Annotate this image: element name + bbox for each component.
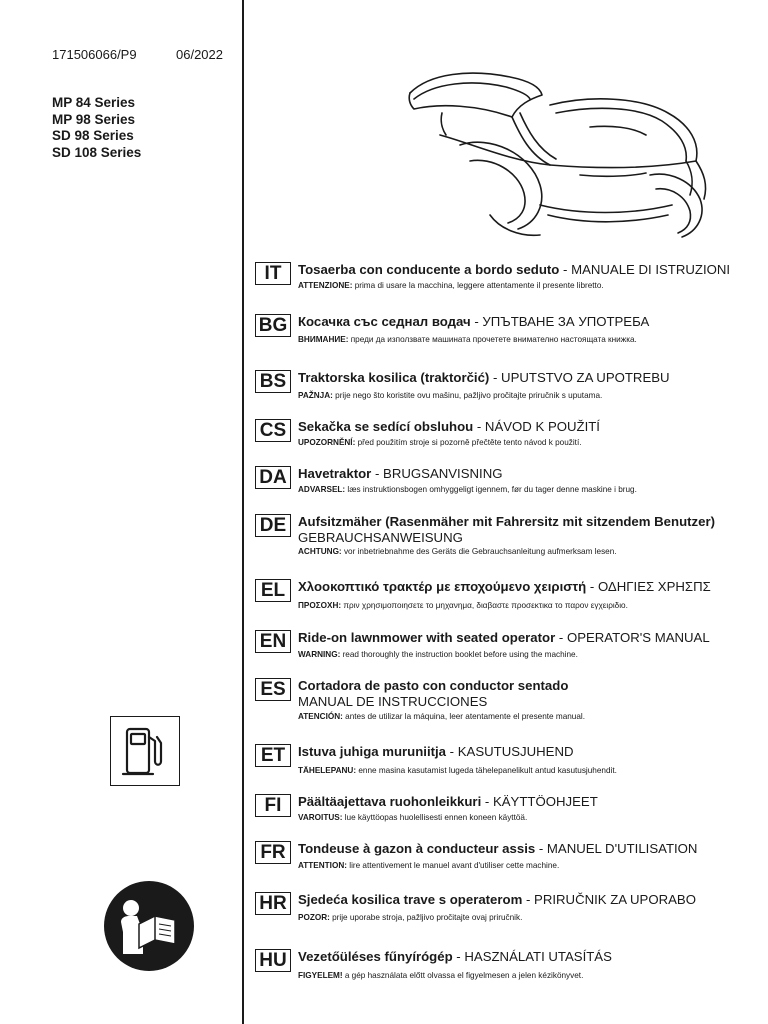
warning-text: ATENCIÓN: antes de utilizar la máquina, leer atentamente el presente manual. xyxy=(298,712,586,721)
product-name: Sjedeća kosilica trave s operaterom xyxy=(298,892,523,907)
warning-text: FIGYELEM! a gép használata előtt olvassa el figyelmesen a jelen kézikönyvet. xyxy=(298,971,584,980)
manual-title: PRIRUČNIK ZA UPORABO xyxy=(534,892,696,907)
product-name: Vezetőüléses fűnyírógép xyxy=(298,949,453,964)
lang-title: Tosaerba con conducente a bordo seduto - MANUALE DI ISTRUZIONI xyxy=(298,262,731,277)
lang-code-box: EN xyxy=(255,630,291,653)
fuel-pump-icon-box xyxy=(110,716,180,786)
product-name: Traktorska kosilica (traktorčić) xyxy=(298,370,490,385)
product-name: Χλοοκοπτικό τρακτέρ με εποχούμενο χειριστή xyxy=(298,579,587,594)
manual-title: MANUEL D'UTILISATION xyxy=(546,841,698,856)
lang-code-box: IT xyxy=(255,262,291,285)
lang-code-box: FR xyxy=(255,841,291,864)
warning-text: ΠΡΟΣΟΧΗ: πριν χρησιμοποιησετε το μηχανημα, διαβαστε προσεκτικα το παρον εγχειριδιο. xyxy=(298,601,628,610)
warning-text: POZOR: prije uporabe stroja, pažljivo pročitajte ovaj priručnik. xyxy=(298,913,523,922)
product-name: Tondeuse à gazon à conducteur assis xyxy=(298,841,536,856)
series-item: SD 98 Series xyxy=(52,128,134,143)
lang-code-box: HU xyxy=(255,949,291,972)
warning-text: VAROITUS: lue käyttöopas huolellisesti ennen koneen käyttöä. xyxy=(298,813,528,822)
warning-text: ACHTUNG: vor inbetriebnahme des Geräts die Gebrauchsanleitung aufmerksam lesen. xyxy=(298,547,617,556)
product-name: Havetraktor xyxy=(298,466,372,481)
product-name: Aufsitzmäher (Rasenmäher mit Fahrersitz mit sitzendem Benutzer) xyxy=(298,514,715,529)
document-reference xyxy=(52,47,223,62)
series-item: MP 84 Series xyxy=(52,95,136,110)
fuel-pump-icon xyxy=(111,717,178,784)
lang-title: Havetraktor - BRUGSANVISNING xyxy=(298,466,503,481)
manual-title: ΟΔΗΓΙΕΣ ΧΡΗΣΠΣ xyxy=(597,579,711,594)
lang-title: Ride-on lawnmower with seated operator - OPERATOR'S MANUAL xyxy=(298,630,710,645)
warning-text: UPOZORNĚNÍ: před použitím stroje si pozorně přečtěte tento návod k použití. xyxy=(298,438,582,447)
lang-code-box: FI xyxy=(255,794,291,817)
lang-title: Päältäajettava ruohonleikkuri - KÄYTTÖOHJEET xyxy=(298,794,598,809)
warning-text: TÄHELEPANU: enne masina kasutamist lugeda tähelepanelikult antud kasutusjuhendit. xyxy=(298,766,617,775)
lang-title: Sekačka se sedící obsluhou - NÁVOD K POUŽITÍ xyxy=(298,419,600,434)
warning-text: WARNING: read thoroughly the instruction booklet before using the machine. xyxy=(298,650,578,659)
lang-title: Traktorska kosilica (traktorčić) - UPUTSTVO ZA UPOTREBU xyxy=(298,370,670,385)
manual-title: BRUGSANVISNING xyxy=(383,466,503,481)
manual-title: UPUTSTVO ZA UPOTREBU xyxy=(501,370,670,385)
doc-date: 06/2022 xyxy=(176,47,223,62)
lang-code-box: DA xyxy=(255,466,291,489)
manual-title: NÁVOD K POUŽITÍ xyxy=(484,419,600,434)
doc-code: 171506066/P9 xyxy=(52,47,137,62)
product-name: Косачка със седнал водач xyxy=(298,314,471,329)
warning-text: ВНИМАНИЕ: преди да използвате машината прочетете внимателно настоящата книжка. xyxy=(298,335,637,344)
warning-text: ATTENTION: lire attentivement le manuel avant d'utiliser cette machine. xyxy=(298,861,560,870)
warning-text: ATTENZIONE: prima di usare la macchina, leggere attentamente il presente libretto. xyxy=(298,281,604,290)
series-item: SD 108 Series xyxy=(52,144,142,160)
lang-code-box: EL xyxy=(255,579,291,602)
series-list xyxy=(52,95,141,161)
product-name: Cortadora de pasto con conductor sentado xyxy=(298,678,569,693)
lang-title xyxy=(298,678,768,710)
lang-title: Sjedeća kosilica trave s operaterom - PRIRUČNIK ZA UPORABO xyxy=(298,892,696,907)
product-name: Päältäajettava ruohonleikkuri xyxy=(298,794,482,809)
lang-code-box: BS xyxy=(255,370,291,393)
manual-title: KÄYTTÖOHJEET xyxy=(492,794,598,809)
manual-title: KASUTUSJUHEND xyxy=(457,744,574,759)
manual-title: УПЪТВАНЕ ЗА УПОТРЕБА xyxy=(482,314,650,329)
lang-code-box: CS xyxy=(255,419,291,442)
lang-code-box: BG xyxy=(255,314,291,337)
manual-title: MANUAL DE INSTRUCCIONES xyxy=(298,694,488,709)
product-name: Sekačka se sedící obsluhou xyxy=(298,419,474,434)
lang-title xyxy=(298,514,768,546)
lang-title: Vezetőüléses fűnyírógép - HASZNÁLATI UTASÍTÁS xyxy=(298,949,612,964)
manual-title: HASZNÁLATI UTASÍTÁS xyxy=(464,949,612,964)
lang-code-box: DE xyxy=(255,514,291,537)
vertical-divider xyxy=(242,0,244,1024)
manual-title: OPERATOR'S MANUAL xyxy=(566,630,710,645)
product-name: Tosaerba con conducente a bordo seduto xyxy=(298,262,560,277)
lang-code-box: ET xyxy=(255,744,291,767)
lang-title: Χλοοκοπτικό τρακτέρ με εποχούμενο χειριστή - ΟΔΗΓΙΕΣ ΧΡΗΣΠΣ xyxy=(298,579,711,594)
ride-on-mower-outline-icon xyxy=(400,65,720,250)
lang-code-box: HR xyxy=(255,892,291,915)
product-name: Istuva juhiga muruniitja xyxy=(298,744,447,759)
series-item: MP 98 Series xyxy=(52,111,136,127)
lang-code-box: ES xyxy=(255,678,291,701)
warning-text: PAŽNJA: prije nego što koristite ovu mašinu, pažljivo pročitajte priručnik s uputama. xyxy=(298,391,603,400)
lang-title: Tondeuse à gazon à conducteur assis - MANUEL D'UTILISATION xyxy=(298,841,698,856)
lang-title: Istuva juhiga muruniitja - KASUTUSJUHEND xyxy=(298,744,574,759)
lang-title: Косачка със седнал водач - УПЪТВАНЕ ЗА УПОТРЕБА xyxy=(298,314,650,329)
manual-title: MANUALE DI ISTRUZIONI xyxy=(571,262,731,277)
warning-text: ADVARSEL: læs instruktionsbogen omhyggeligt igennem, før du tager denne maskine i brug. xyxy=(298,485,637,494)
read-manual-icon xyxy=(103,880,195,972)
manual-title: GEBRAUCHSANWEISUNG xyxy=(298,530,463,545)
product-name: Ride-on lawnmower with seated operator xyxy=(298,630,556,645)
